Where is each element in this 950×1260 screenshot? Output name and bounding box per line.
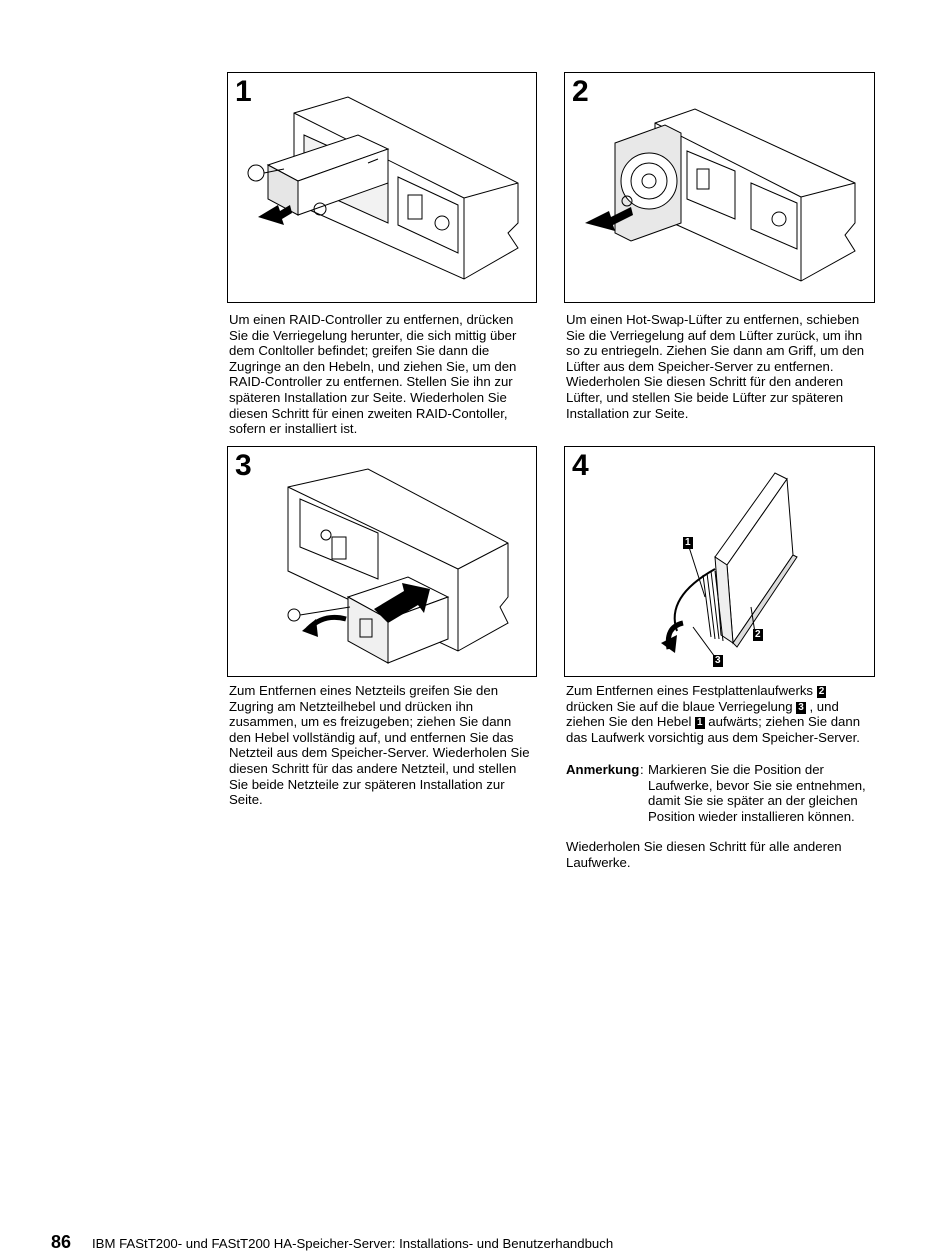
power-supply-illustration	[228, 447, 537, 677]
step-2-figure	[564, 72, 875, 303]
hard-drive-illustration	[565, 447, 875, 677]
step-4-text-d: aufwärts; ziehen Sie dann das Laufwerk vorsichtig aus dem Speicher-Server.	[566, 714, 861, 745]
page-number: 86	[51, 1232, 72, 1252]
step-3-text: Zum Entfernen eines Netzteils greifen Sie den Zugring am Netzteilhebel und drücken ihn zusammen, um es freizugeben; ziehen Sie dann den Hebel vollständig auf, und entfernen Sie das Netzteil aus dem Speicher-Server. Wiederholen Sie diesen Schritt für das andere Netzteil, und stellen Sie beide Netzteile zur späteren Installation zur Seite.	[229, 683, 530, 808]
step-3-number: 3	[235, 449, 252, 482]
inline-callout-2: 2	[818, 686, 825, 697]
raid-controller-illustration	[228, 73, 537, 303]
note-text: Markieren Sie die Position der Laufwerke, bevor Sie sie entnehmen, damit Sie sie später an der gleichen Position wieder installieren können.	[648, 762, 866, 824]
callout-2: 2	[755, 629, 761, 640]
step-4-text-c: , und ziehen Sie den Hebel	[566, 698, 839, 730]
note-label: Anmerkung	[566, 762, 640, 777]
step-1-number: 1	[235, 75, 252, 108]
step-4-figure	[564, 446, 875, 677]
step-2-text: Um einen Hot-Swap-Lüfter zu entfernen, schieben Sie die Verriegelung auf dem Lüfter zurück, um ihn so zu entriegeln. Ziehen Sie dann am Griff, um den Lüfter aus dem Speicher-Server zu entfernen. Wiederholen Sie diesen Schritt für den anderen Lüfter, und stellen Sie beide Lüfter zur späteren Installation zur Seite.	[566, 312, 865, 421]
inline-callout-1: 1	[697, 717, 703, 729]
step-4-text	[566, 683, 872, 745]
step-2-number: 2	[572, 75, 589, 108]
step-4-text-b: drücken Sie auf die blaue Verriegelung	[566, 698, 793, 714]
callout-3: 3	[715, 655, 721, 666]
step-1-figure	[227, 72, 537, 303]
step-4-closing: Wiederholen Sie diesen Schritt für alle anderen Laufwerke.	[566, 839, 842, 870]
step-4-number: 4	[572, 449, 589, 482]
inline-callout-3: 3	[798, 701, 804, 713]
footer-title: IBM FAStT200- und FAStT200 HA-Speicher-Server: Installations- und Benutzerhandbuch	[92, 1236, 614, 1251]
step-4-text-a: Zum Entfernen eines Festplattenlaufwerks	[566, 683, 814, 698]
callout-1: 1	[685, 537, 691, 548]
fan-illustration	[565, 73, 875, 303]
step-3-figure	[227, 446, 537, 677]
step-1-text: Um einen RAID-Controller zu entfernen, drücken Sie die Verriegelung herunter, die sich mittig über dem Conltoller befindet; greifen Sie dann die Zugringe an den Hebeln, und ziehen Sie, um den RAID-Controller zu entfernen. Stellen Sie ihn zur späteren Installation zur Seite. Wiederholen Sie diesen Schritt für einen zweiten RAID-Contoller, sofern er installiert ist.	[229, 312, 517, 437]
